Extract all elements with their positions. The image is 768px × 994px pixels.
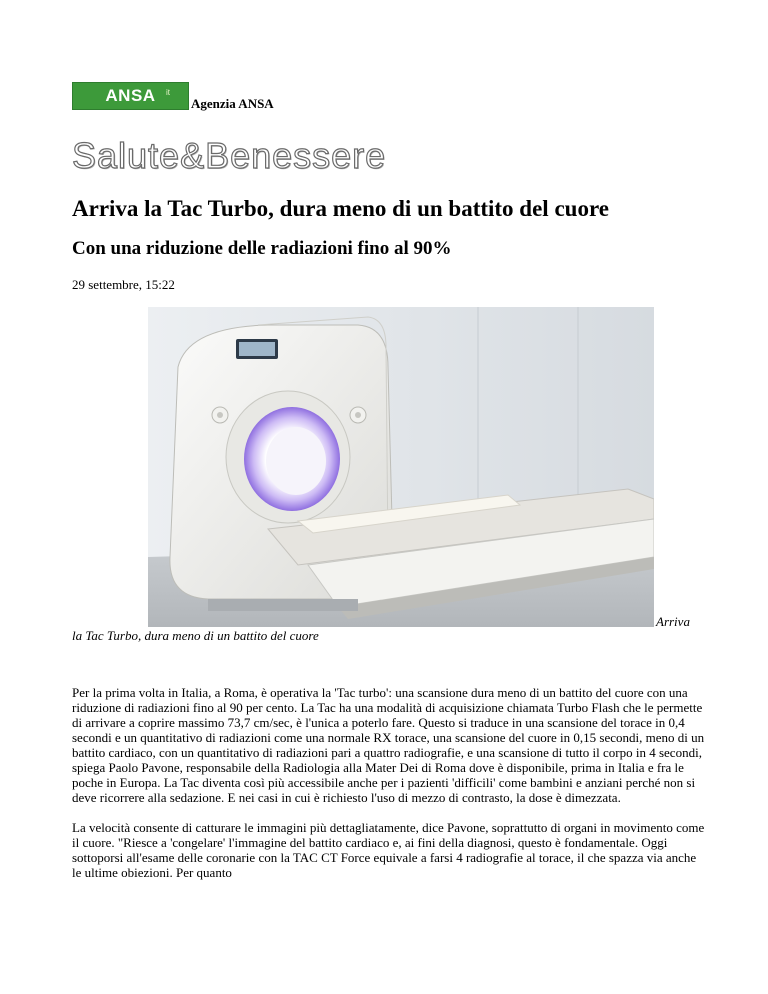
article-photo: [148, 307, 654, 627]
image-caption-rest: la Tac Turbo, dura meno di un battito del cuore: [72, 628, 319, 643]
ansa-logo[interactable]: [72, 82, 189, 110]
article-body: [72, 685, 708, 895]
image-caption-start: Arriva: [656, 614, 690, 629]
logo-suffix: it: [166, 88, 170, 97]
article-title: Arriva la Tac Turbo, dura meno di un battito del cuore: [72, 196, 609, 221]
article-date: 29 settembre, 15:22: [72, 277, 175, 292]
site-header: [72, 84, 274, 110]
article-paragraph: La velocità consente di catturare le immagini più dettagliatamente, dice Pavone, soprattutto di organi in movimento come il cuore. "Riesce a 'congelare' l'immagine del battito cardiaco e, ai fini della diagnosi, questo è fondamentale. Oggi sottoporsi all'esame delle coronarie con la TAC CT Force equivale a farsi 4 radiografie al torace, il che spazza via anche le ultime obiezioni. Per quanto: [72, 820, 705, 880]
ct-scanner-illustration: [148, 307, 654, 627]
article-paragraph: Per la prima volta in Italia, a Roma, è operativa la 'Tac turbo': una scansione dura meno di un battito del cuore con una riduzione di radiazioni fino al 90 per cento. La Tac ha una modalità di acquisizione chiamata Turbo Flash che le permette di arrivare a coprire massimo 73,7 cm/sec, è l'unica a poterlo fare. Questo si traduce in una scansione del torace in 0,4 secondi e un quantitativo di radiazioni come una normale RX torace, una scansione del cuore in 0,15 secondi, meno di un battito cardiaco, con un quantitativo di radiazioni pari a quattro radiografie, e una scansione di tutto il corpo in 4 secondi, spiega Paolo Pavone, responsabile della Radiologia alla Mater Dei di Roma dove è disponibile, prima in Italia e fra le poche in Europa. La Tac diventa così più accessibile anche per i pazienti 'difficili' come bambini e anziani perché non si deve ricorrere alla sedazione. E nei casi in cui è richiesto l'uso di mezzo di contrasto, la dose è dimezzata.: [72, 685, 705, 805]
article-subtitle: Con una riduzione delle radiazioni fino al 90%: [72, 238, 452, 259]
agency-name: Agenzia ANSA: [191, 96, 274, 111]
logo-text: ANSA: [105, 86, 156, 105]
section-title: Salute&Benessere: [72, 135, 387, 176]
